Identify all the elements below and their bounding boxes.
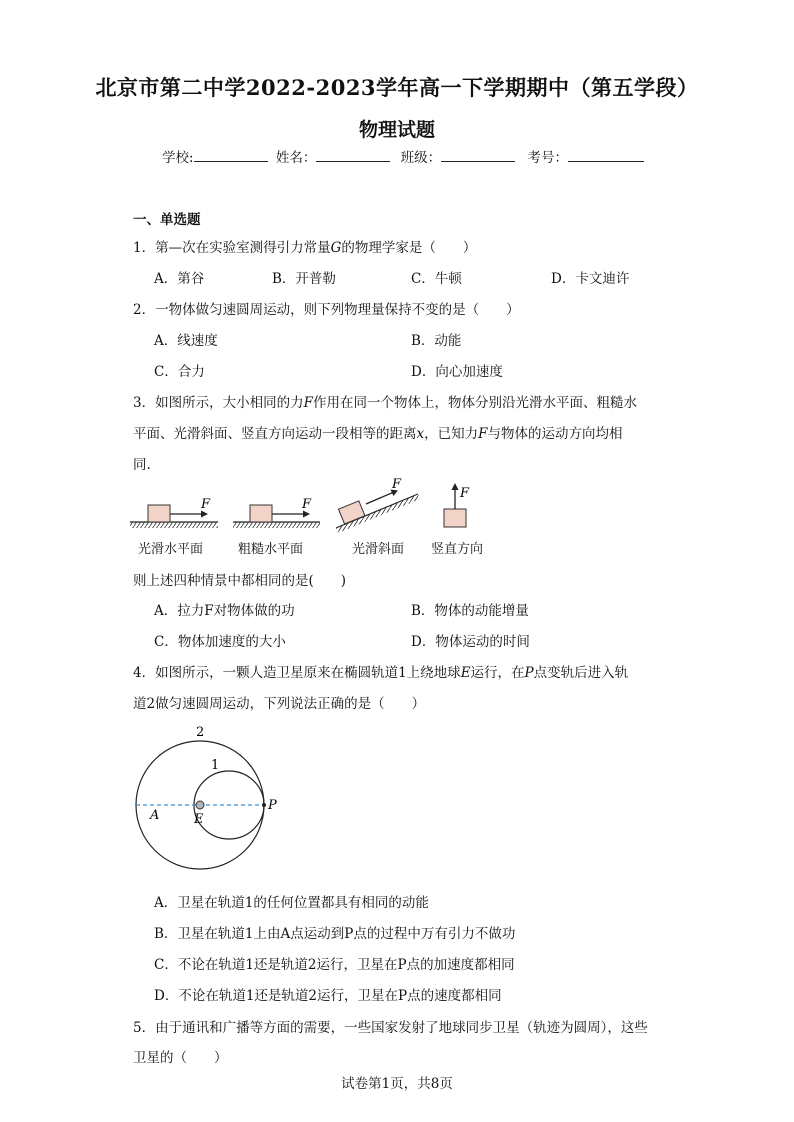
page-footer: 试卷第1页，共8页 [341,1076,453,1092]
caption-smooth-incline: 光滑斜面 [352,542,405,557]
q2-option-d: D．向心加速度 [411,364,503,380]
q3-option-c: C．物体加速度的大小 [154,634,286,650]
q2-option-c: C．合力 [154,364,205,380]
force-label: F [302,497,312,512]
ground-hatch [233,522,320,528]
q3-var-x: x [416,426,425,442]
block [250,505,272,522]
section-title: 一、单选题 [133,212,201,228]
force-label: F [392,478,402,492]
q2-option-b: B．动能 [411,333,462,349]
class-blank [441,147,515,162]
caption-smooth-horizontal: 光滑水平面 [138,542,204,557]
q3-line2-a: 平面、光滑斜面、竖直方向运动一段相等的距离 [133,426,417,442]
label-orbit-2: 2 [196,725,205,740]
name-label: 姓名： [275,150,317,166]
label-orbit-1: 1 [211,758,220,773]
question-5-line-2: 卫星的（ ） [133,1050,228,1066]
arrow-head [452,483,459,490]
q3-option-a: A．拉力F对物体做的功 [154,603,295,619]
scene-smooth-horizontal [130,497,218,528]
class-label: 班级： [400,150,442,166]
question-3-line-1 [133,391,637,411]
page-subtitle: 物理试题 [358,119,435,141]
q4-line1-a: 4．如图所示，一颗人造卫星原来在椭圆轨道1上绕地球 [133,665,461,681]
q4-option-b: B．卫星在轨道1上由A点运动到P点的过程中万有引力不做功 [154,926,516,942]
name-blank [316,147,390,162]
q3-option-d: D．物体运动的时间 [411,634,530,650]
question-4-line-2: 道2做匀速圆周运动，下列说法正确的是（ ） [133,696,426,712]
earth-icon [196,801,204,809]
q3-question: 则上述四种情景中都相同的是( ) [133,573,347,589]
q4-line1-c: 点变轨后进入轨 [533,665,629,681]
question-3-line-2 [133,422,623,442]
q3-var-f-2: F [478,426,488,442]
q4-line1-b: 运行，在 [470,665,525,681]
question-3-line-3: 同. [133,457,151,473]
caption-vertical: 竖直方向 [431,542,484,557]
scene-smooth-incline [336,478,420,533]
number-label: 考号： [527,150,568,166]
ground-hatch [130,522,218,528]
force-label: F [201,497,211,512]
block [444,509,466,527]
q4-orbit-figure [128,722,288,870]
q4-option-d: D．不论在轨道1还是轨道2运行，卫星在P点的速度都相同 [154,988,502,1004]
number-blank [568,147,644,162]
q1-text-a: 1．第—次在实验室测得引力常量 [133,240,331,256]
q3-line1-a: 3．如图所示，大小相同的力 [133,395,304,411]
label-p: P [268,798,277,813]
question-2: 2．一物体做匀速圆周运动，则下列物理量保持不变的是（ ） [133,302,520,318]
q3-line1-b: 作用在同一个物体上，物体分别沿光滑水平面、粗糙水 [312,395,637,411]
school-blank [194,147,268,162]
block [148,505,170,522]
q3-line2-b: ，已知力 [424,426,479,442]
question-1 [133,236,476,256]
question-5-line-1: 5．由于通讯和广播等方面的需要，一些国家发射了地球同步卫星（轨迹为圆周），这些 [133,1020,648,1036]
force-arrow [366,492,394,504]
q1-option-d: D．卡文迪许 [551,271,630,287]
label-e: E [194,812,204,827]
school-label: 学校: [162,150,194,166]
q1-option-c: C．牛顿 [411,271,462,287]
q4-var-e: E [460,665,471,681]
q4-option-a: A．卫星在轨道1的任何位置都具有相同的动能 [154,895,429,911]
scene-rough-horizontal [233,497,320,528]
q1-option-b: B．开普勒 [272,271,336,287]
q3-line2-c: 与物体的运动方向均相 [487,426,623,442]
page-title: 北京市第二中学2022-2023学年高一下学期期中（第五学段） [95,75,699,100]
q3-var-f: F [303,395,313,411]
q2-option-a: A．线速度 [154,333,218,349]
question-4-line-1 [133,661,628,681]
student-info-line [162,146,644,166]
q4-var-p: P [524,665,534,681]
q1-option-a: A．第谷 [154,271,205,287]
caption-rough-horizontal: 粗糙水平面 [238,542,304,557]
q1-text-b: 的物理学家是（ ） [341,240,477,256]
q4-option-c: C．不论在轨道1还是轨道2运行，卫星在P点的加速度都相同 [154,957,515,973]
label-a: A [150,808,160,823]
q3-option-b: B．物体的动能增量 [411,603,529,619]
scene-vertical [444,483,470,527]
point-p [262,803,266,807]
q1-var-g: G [330,240,342,256]
force-label: F [460,486,470,501]
